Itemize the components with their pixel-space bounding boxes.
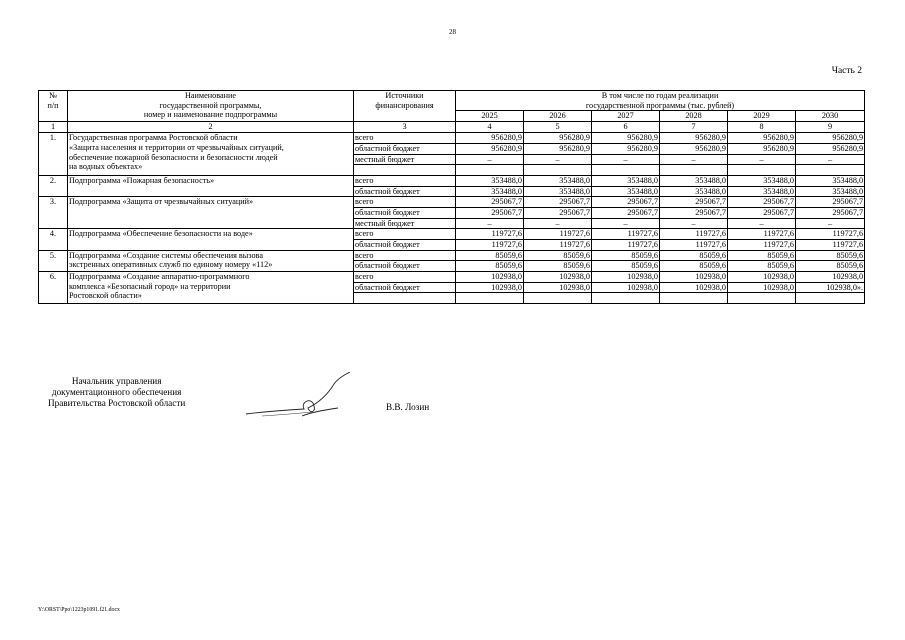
amount-cell: 295067,7: [524, 208, 592, 219]
program-name-line: Ростовской области»: [69, 291, 142, 301]
amount-cell: 353488,0: [592, 176, 660, 187]
row-number: 5.: [39, 250, 68, 271]
header-year: 2028: [660, 111, 728, 122]
program-name: [68, 176, 354, 197]
amount-cell: 295067,7: [456, 197, 524, 208]
column-number: 8: [728, 122, 796, 133]
row-number: 6.: [39, 272, 68, 304]
amount-cell: 956280,9: [456, 144, 524, 155]
program-name-line: Подпрограмма «Обеспечение безопасности на воде»: [69, 229, 253, 239]
amount-cell: 102938,0: [660, 282, 728, 293]
column-number: 6: [592, 122, 660, 133]
amount-cell: 295067,7: [728, 197, 796, 208]
amount-cell: 102938,0: [456, 272, 524, 283]
part-label: Часть 2: [831, 66, 862, 76]
program-name-line: на водных объектах»: [69, 162, 143, 172]
amount-cell: 85059,6: [728, 261, 796, 272]
column-number: 2: [68, 122, 354, 133]
column-number: 9: [796, 122, 865, 133]
amount-cell: 353488,0: [456, 186, 524, 197]
program-name: [68, 197, 354, 229]
header-num: № п/п: [39, 91, 68, 122]
header-years-group: В том числе по годам реализации государственной программы (тыс. рублей): [456, 91, 865, 111]
table-row: [39, 133, 865, 144]
funding-source: всего: [354, 229, 456, 240]
amount-cell: 956280,9: [660, 144, 728, 155]
amount-cell: –: [456, 154, 524, 165]
amount-cell: 956280,9: [524, 144, 592, 155]
amount-cell: 119727,6: [728, 240, 796, 251]
row-number: 3.: [39, 197, 68, 229]
table-row: [39, 176, 865, 187]
program-name-line: «Защита населения и территории от чрезвычайных ситуаций,: [69, 143, 284, 153]
table-row: [39, 250, 865, 261]
header-source: Источники финансирования: [354, 91, 456, 122]
signature-block: [48, 376, 185, 410]
table-row: [39, 197, 865, 208]
column-number: 1: [39, 122, 68, 133]
amount-cell: 956280,9: [728, 144, 796, 155]
signer-name: В.В. Лозин: [386, 402, 430, 412]
program-name-line: обеспечение пожарной безопасности и безопасности людей: [69, 152, 278, 162]
amount-cell: 119727,6: [524, 229, 592, 240]
amount-cell: 102938,0».: [796, 282, 865, 293]
amount-cell: 85059,6: [796, 261, 865, 272]
handwritten-signature: [242, 372, 362, 422]
amount-cell: 102938,0: [728, 282, 796, 293]
amount-cell: 956280,9: [456, 133, 524, 144]
funding-source: местный бюджет: [354, 154, 456, 165]
program-name-line: Подпрограмма «Защита от чрезвычайных ситуаций»: [69, 197, 254, 207]
funding-source: всего: [354, 133, 456, 144]
funding-source: всего: [354, 197, 456, 208]
amount-cell: 102938,0: [796, 272, 865, 283]
amount-cell: 353488,0: [660, 186, 728, 197]
amount-cell: 353488,0: [524, 176, 592, 187]
amount-cell: 102938,0: [524, 272, 592, 283]
funding-source: областной бюджет: [354, 282, 456, 293]
amount-cell: 85059,6: [796, 250, 865, 261]
amount-cell: –: [660, 154, 728, 165]
amount-cell: [728, 293, 796, 304]
header-year: 2030: [796, 111, 865, 122]
amount-cell: 295067,7: [660, 197, 728, 208]
amount-cell: 295067,7: [592, 208, 660, 219]
amount-cell: 295067,7: [728, 208, 796, 219]
row-number: 1.: [39, 133, 68, 176]
amount-cell: 956280,9: [728, 133, 796, 144]
header-year: 2026: [524, 111, 592, 122]
amount-cell: 85059,6: [728, 250, 796, 261]
amount-cell: –: [796, 218, 865, 229]
amount-cell: 295067,7: [592, 197, 660, 208]
amount-cell: 119727,6: [796, 240, 865, 251]
amount-cell: 295067,7: [524, 197, 592, 208]
funding-source: областной бюджет: [354, 261, 456, 272]
amount-cell: 119727,6: [456, 229, 524, 240]
amount-cell: –: [796, 154, 865, 165]
amount-cell: 353488,0: [592, 186, 660, 197]
program-name: [68, 133, 354, 176]
amount-cell: [456, 293, 524, 304]
footer-file-path: Y:\ORST\Ppo\1223p1091.f21.docx: [38, 607, 120, 613]
amount-cell: 119727,6: [456, 240, 524, 251]
amount-cell: 353488,0: [728, 176, 796, 187]
amount-cell: 102938,0: [592, 272, 660, 283]
amount-cell: 102938,0: [456, 282, 524, 293]
amount-cell: 956280,9: [592, 144, 660, 155]
amount-cell: 102938,0: [660, 272, 728, 283]
header-year: 2027: [592, 111, 660, 122]
amount-cell: 119727,6: [728, 229, 796, 240]
amount-cell: –: [456, 218, 524, 229]
amount-cell: 956280,9: [524, 133, 592, 144]
table-row: [39, 272, 865, 283]
amount-cell: [796, 165, 865, 176]
amount-cell: [592, 293, 660, 304]
amount-cell: 85059,6: [456, 250, 524, 261]
amount-cell: 119727,6: [592, 240, 660, 251]
amount-cell: –: [592, 218, 660, 229]
amount-cell: 119727,6: [592, 229, 660, 240]
program-name-line: экстренных оперативных служб по единому номеру «112»: [69, 260, 273, 270]
financing-table: [38, 90, 865, 304]
funding-source: областной бюджет: [354, 186, 456, 197]
amount-cell: [660, 165, 728, 176]
amount-cell: 295067,7: [660, 208, 728, 219]
amount-cell: [524, 165, 592, 176]
program-name: [68, 250, 354, 271]
signer-position-line: Правительства Ростовской области: [48, 398, 186, 409]
funding-source: [354, 165, 456, 176]
amount-cell: [660, 293, 728, 304]
funding-source: всего: [354, 176, 456, 187]
amount-cell: 353488,0: [660, 176, 728, 187]
amount-cell: [796, 293, 865, 304]
amount-cell: –: [728, 154, 796, 165]
header-year: 2025: [456, 111, 524, 122]
signer-position-line: Начальник управления: [71, 376, 162, 386]
amount-cell: [456, 165, 524, 176]
program-name-line: Подпрограмма «Создание аппаратно-программного: [69, 272, 250, 282]
amount-cell: 85059,6: [592, 250, 660, 261]
header-name: Наименование государственной программы, номер и наименование подпрограммы: [68, 91, 354, 122]
amount-cell: 119727,6: [524, 240, 592, 251]
row-number: 4.: [39, 229, 68, 250]
amount-cell: –: [728, 218, 796, 229]
amount-cell: –: [524, 218, 592, 229]
amount-cell: [592, 165, 660, 176]
column-number: 7: [660, 122, 728, 133]
amount-cell: 119727,6: [660, 240, 728, 251]
program-name-line: Подпрограмма «Пожарная безопасность»: [69, 176, 215, 186]
program-name: [68, 229, 354, 250]
amount-cell: 85059,6: [660, 261, 728, 272]
amount-cell: 102938,0: [592, 282, 660, 293]
amount-cell: 295067,7: [456, 208, 524, 219]
amount-cell: 353488,0: [796, 186, 865, 197]
program-name: [68, 272, 354, 304]
amount-cell: 353488,0: [524, 186, 592, 197]
amount-cell: 119727,6: [796, 229, 865, 240]
amount-cell: 85059,6: [592, 261, 660, 272]
column-number: 4: [456, 122, 524, 133]
amount-cell: 85059,6: [524, 261, 592, 272]
amount-cell: 85059,6: [456, 261, 524, 272]
amount-cell: 353488,0: [796, 176, 865, 187]
row-number: 2.: [39, 176, 68, 197]
amount-cell: –: [524, 154, 592, 165]
amount-cell: 353488,0: [456, 176, 524, 187]
funding-source: всего: [354, 250, 456, 261]
amount-cell: –: [660, 218, 728, 229]
page-number: 28: [449, 28, 456, 36]
amount-cell: 102938,0: [524, 282, 592, 293]
column-number: 3: [354, 122, 456, 133]
amount-cell: 295067,7: [796, 208, 865, 219]
amount-cell: 956280,9: [592, 133, 660, 144]
amount-cell: 102938,0: [728, 272, 796, 283]
funding-source: областной бюджет: [354, 208, 456, 219]
program-name-line: Подпрограмма «Создание системы обеспечения вызова: [69, 250, 263, 260]
funding-source: всего: [354, 272, 456, 283]
signer-position-line: документационного обеспечения: [51, 387, 182, 398]
column-number: 5: [524, 122, 592, 133]
amount-cell: 295067,7: [796, 197, 865, 208]
amount-cell: –: [592, 154, 660, 165]
funding-source: областной бюджет: [354, 144, 456, 155]
amount-cell: 956280,9: [660, 133, 728, 144]
program-name-line: Государственная программа Ростовской области: [69, 133, 238, 143]
amount-cell: 85059,6: [660, 250, 728, 261]
amount-cell: 85059,6: [524, 250, 592, 261]
amount-cell: 353488,0: [728, 186, 796, 197]
amount-cell: 956280,9: [796, 144, 865, 155]
funding-source: [354, 293, 456, 304]
funding-source: местный бюджет: [354, 218, 456, 229]
amount-cell: [524, 293, 592, 304]
amount-cell: 119727,6: [660, 229, 728, 240]
program-name-line: комплекса «Безопасный город» на территории: [69, 281, 231, 291]
table-row: [39, 229, 865, 240]
amount-cell: [728, 165, 796, 176]
funding-source: областной бюджет: [354, 240, 456, 251]
amount-cell: 956280,9: [796, 133, 865, 144]
header-year: 2029: [728, 111, 796, 122]
